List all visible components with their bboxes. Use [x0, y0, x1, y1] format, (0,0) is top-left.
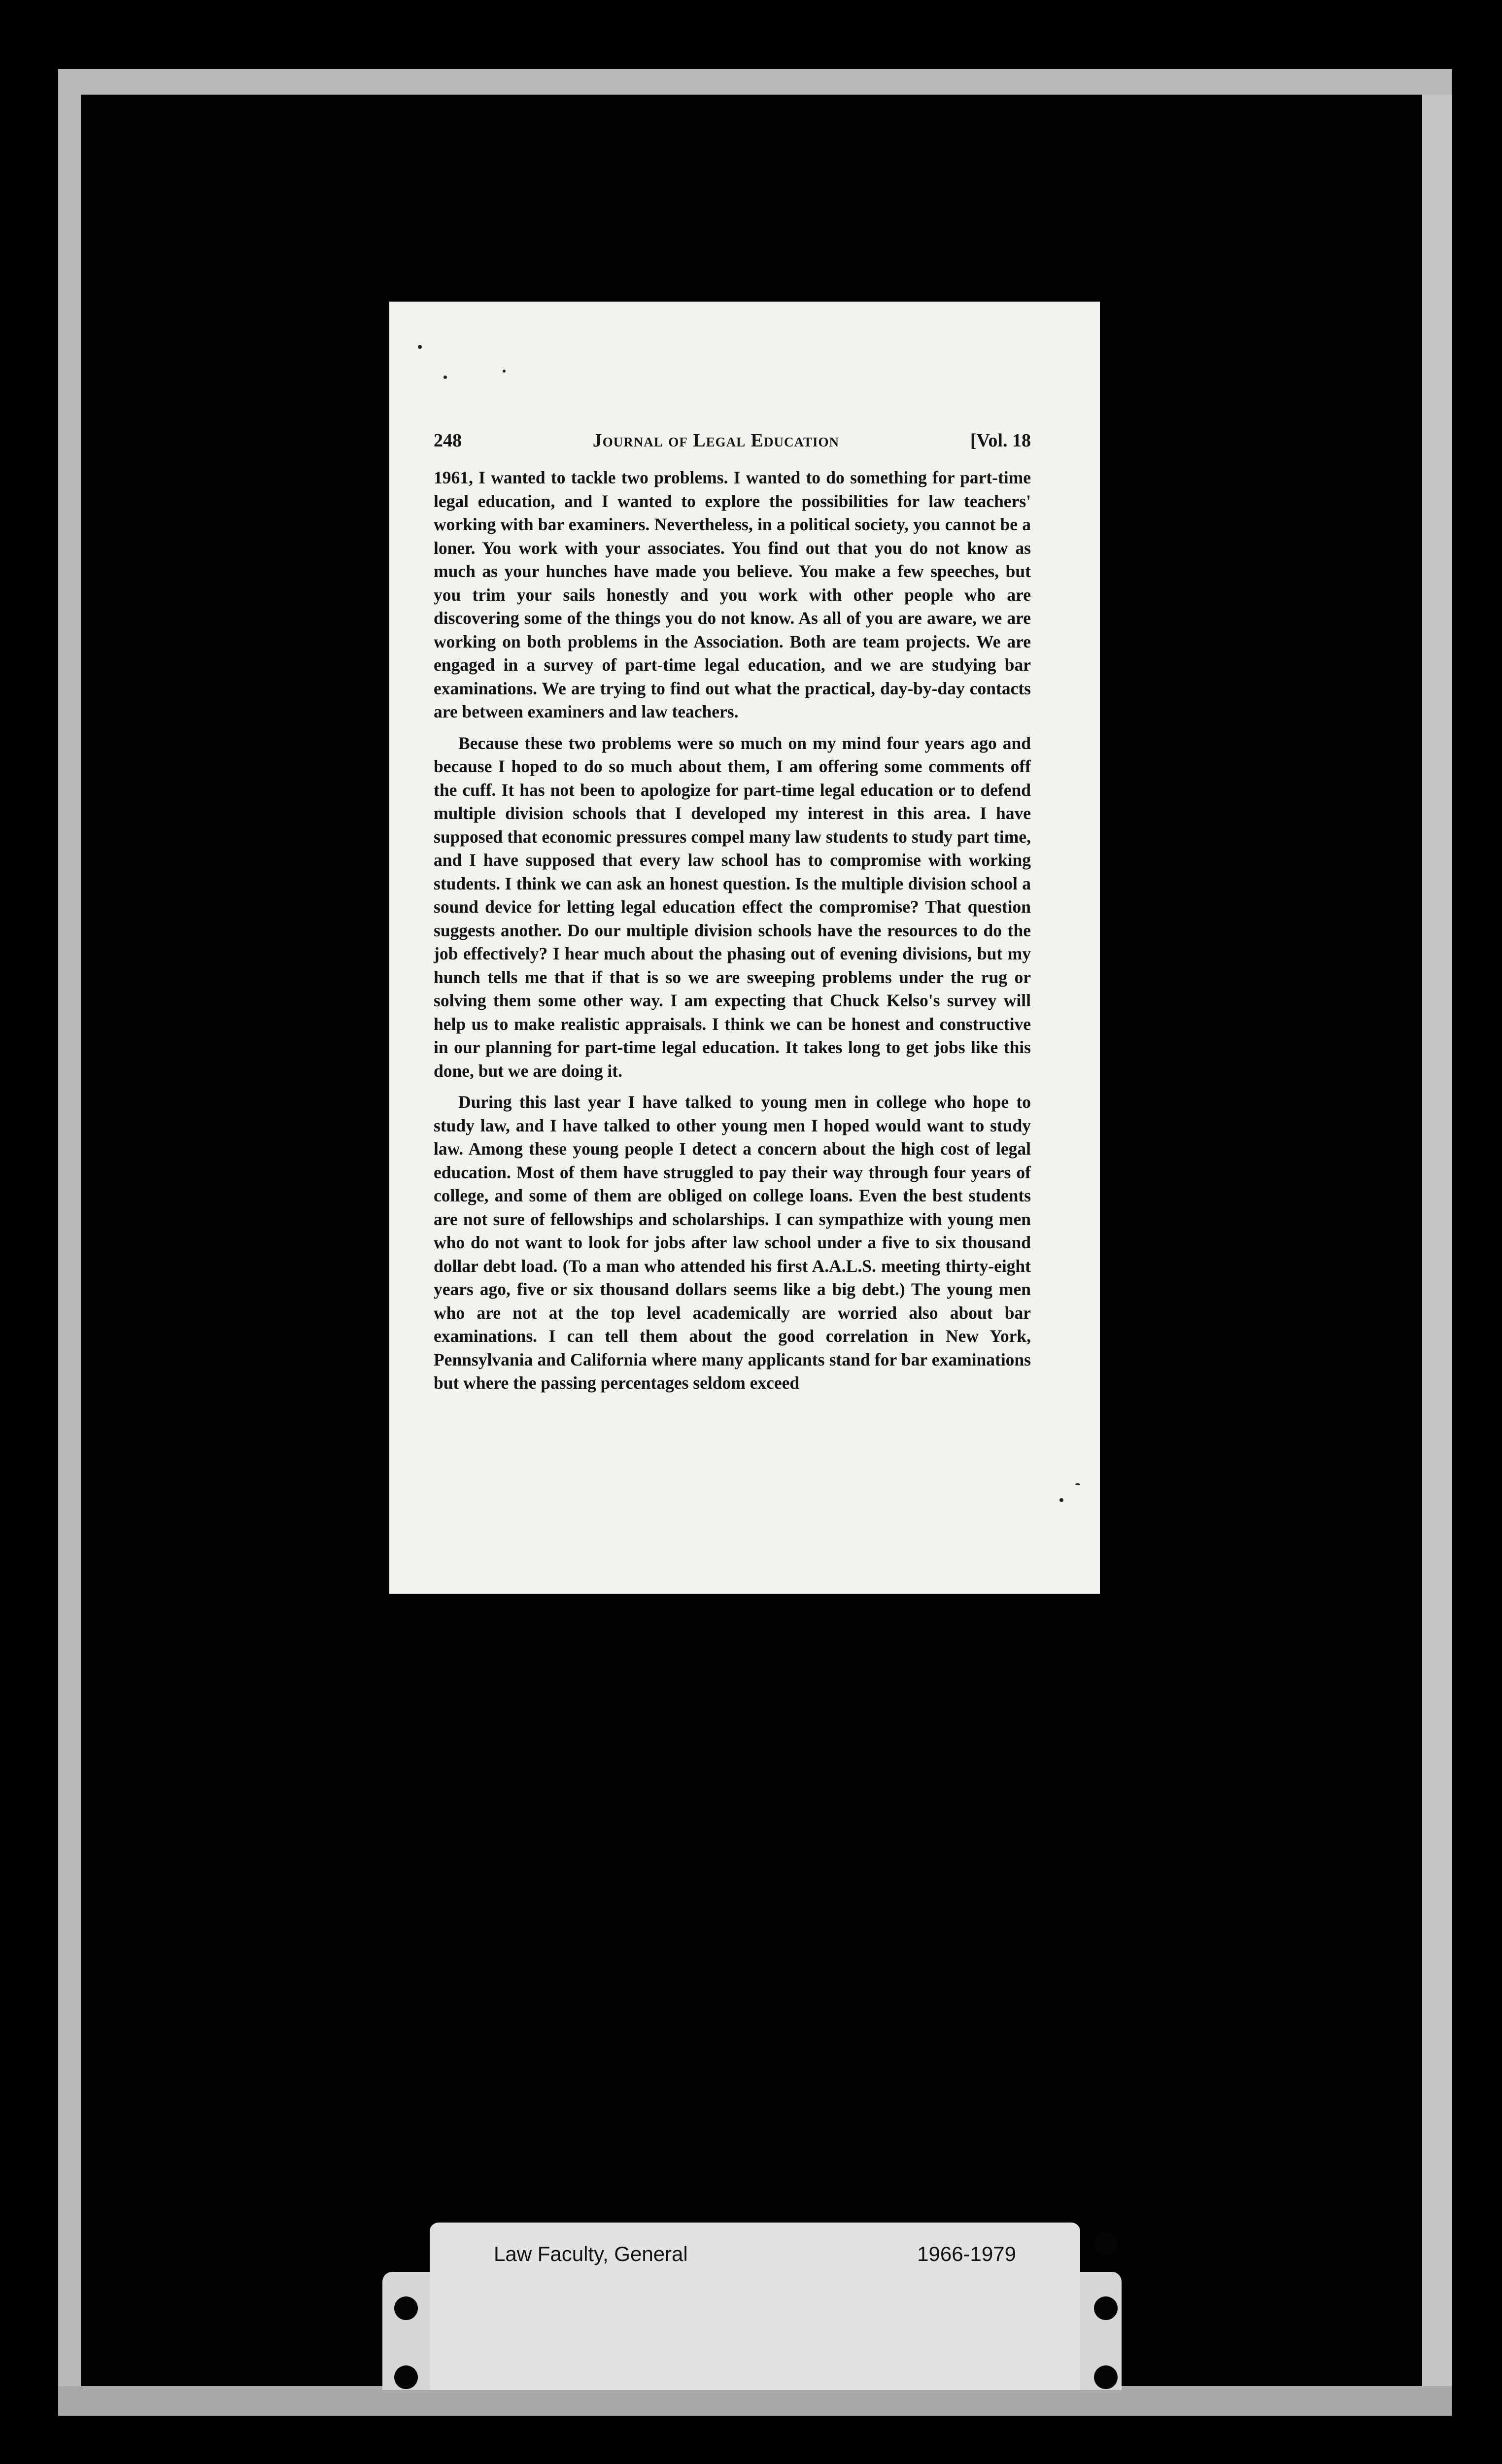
film-frame-bottom-edge: [58, 2386, 1452, 2416]
film-frame-right-edge: [1422, 95, 1452, 2416]
punch-hole-right-middle: [1094, 2296, 1118, 2320]
punch-hole-left-top: [394, 2296, 418, 2320]
scan-speck: [1059, 1498, 1063, 1502]
punch-hole-right-bottom: [1094, 2365, 1118, 2389]
running-head: [434, 430, 1031, 451]
paragraph-2: Because these two problems were so much on my mind four years ago and because I hoped to do so much about them, I am offering some comments off the cuff. It has not been to apologize for part-time legal education or to defend multiple division schools that I developed my interest in this area. I have supposed that economic pressures compel many law students to study part time, and I have supposed that every law school has to compromise with working students. I think we can ask an honest question. Is the multiple division school a sound device for letting legal education effect the compromise? That question suggests another. Do our multiple division schools have the resources to do the job effectively? I hear much about the phasing out of evening divisions, but my hunch tells me that if that is so we are sweeping problems under the rug or solving them some other way. I am expecting that Chuck Kelso's survey will help us to make realistic appraisals. I think we can be honest and constructive in our planning for part-time legal education. It takes long to get jobs like this done, but we are doing it.: [434, 733, 1031, 1081]
journal-page: [389, 302, 1100, 1594]
date-range: 1966-1979: [917, 2242, 1016, 2265]
journal-title: Journal of Legal Education: [592, 430, 840, 451]
label-row: [494, 2242, 1016, 2266]
punch-hole-left-bottom: [394, 2365, 418, 2389]
catalog-label-card: [430, 2223, 1080, 2390]
page-number: 248: [434, 430, 462, 451]
scan-speck: [444, 376, 447, 379]
paragraph-1: 1961, I wanted to tackle two problems. I wanted to do something for part-time legal education, and I wanted to explore the possibilities for law teachers' working with bar examiners. Nevertheless, in a political society, you cannot be a loner. You work with your associates. You find out that you do not know as much as your hunches have made you believe. You make a few speeches, but you trim your sails honestly and you work with other people who are discovering some of the things you do not know. As all of you are aware, we are working on both problems in the Association. Both are team projects. We are engaged in a survey of part-time legal education, and we are studying bar examinations. We are trying to find out what the practical, day-by-day contacts are between examiners and law teachers.: [434, 468, 1031, 721]
scan-speck: [418, 345, 422, 349]
punch-hole-right-top: [1094, 2232, 1118, 2256]
volume-number: [Vol. 18: [970, 430, 1031, 451]
paragraph-3: During this last year I have talked to young men in college who hope to study law, and I have talked to other young men I hoped would want to study law. Among these young people I detect a concern about the high cost of legal education. Most of them have struggled to pay their way through four years of college, and some of them are obliged on college loans. Even the best students are not sure of fellowships and scholarships. I can sympathize with young men who do not want to look for jobs after law school under a five to six thousand dollar debt load. (To a man who attended his first A.A.L.S. meeting thirty-eight years ago, five or six thousand dollars seems like a big debt.) The young men who are not at the top level academically are worried also about bar examinations. I can tell them about the good correlation in New York, Pennsylvania and California where many applicants stand for bar examinations but where the passing percentages seldom exceed: [434, 1092, 1031, 1393]
body-text: [434, 466, 1031, 1395]
scan-speck: [1075, 1483, 1080, 1485]
collection-name: Law Faculty, General: [494, 2242, 688, 2265]
scan-speck: [503, 370, 506, 373]
